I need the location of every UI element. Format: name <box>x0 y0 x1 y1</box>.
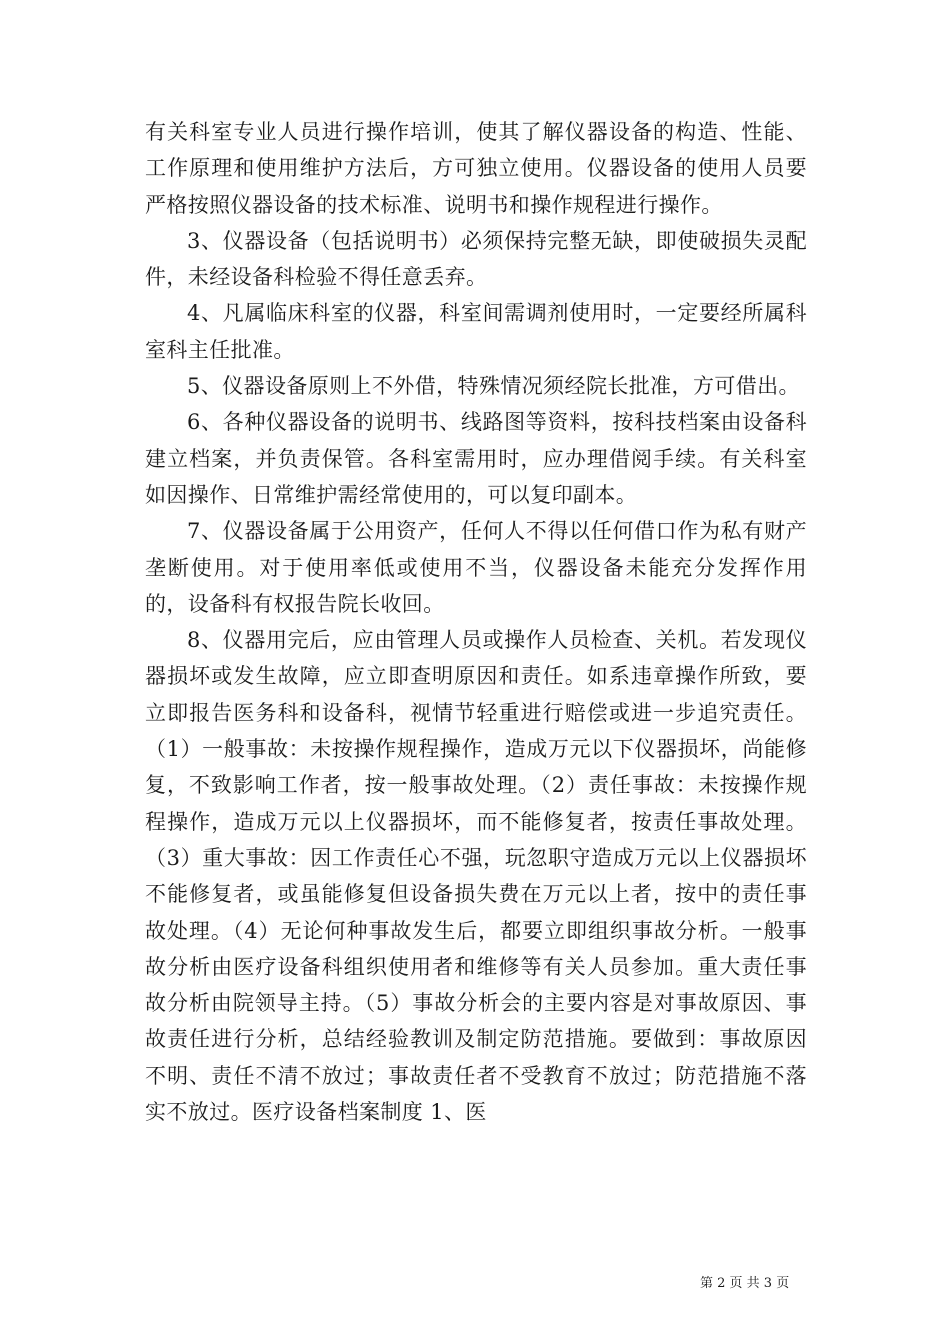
paragraph-intro: 有关科室专业人员进行操作培训，使其了解仪器设备的构造、性能、工作原理和使用维护方法后，方可独立使用。仪器设备的使用人员要严格按照仪器设备的技术标准、说明书和操作规程进行操作。 <box>145 120 807 217</box>
paragraph-item-3: 3、仪器设备（包括说明书）必须保持完整无缺，即使破损失灵配件，未经设备科检验不得任意丢弃。 <box>145 228 807 290</box>
paragraph-item-4: 4、凡属临床科室的仪器，科室间需调剂使用时，一定要经所属科室科主任批准。 <box>145 301 807 362</box>
paragraph-item-8: 8、仪器用完后，应由管理人员或操作人员检查、关机。若发现仪器损坏或发生故障，应立即查明原因和责任。如系违章操作所致，要立即报告医务科和设备科，视情节轻重进行赔偿或进一步追究责任。（1）一般事故：未按操作规程操作，造成万元以下仪器损坏，尚能修复，不致影响工作者，按一般事故处理。（2）责任事故：未按操作规程操作，造成万元以上仪器损坏，而不能修复者，按责任事故处理。（3）重大事故：因工作责任心不强，玩忽职守造成万元以上仪器损坏不能修复者，或虽能修复但设备损失费在万元以上者，按中的责任事故处理。（4）无论何种事故发生后，都要立即组织事故分析。一般事故分析由医疗设备科组织使用者和维修等有关人员参加。重大责任事故分析由院领导主持。（5）事故分析会的主要内容是对事故原因、事故责任进行分析，总结经验教训及制定防范措施。要做到：事故原因不明、责任不清不放过；事故责任者不受教育不放过；防范措施不落实不放过。医疗设备档案制度 1、医 <box>145 628 807 1125</box>
paragraph-item-7: 7、仪器设备属于公用资产，任何人不得以任何借口作为私有财产垄断使用。对于使用率低或使用不当，仪器设备未能充分发挥作用的，设备科有权报告院长收回。 <box>145 519 807 616</box>
page-number-footer: 第 2 页 共 3 页 <box>700 1276 790 1291</box>
paragraph-item-6: 6、各种仪器设备的说明书、线路图等资料，按科技档案由设备科建立档案，并负责保管。各科室需用时，应办理借阅手续。有关科室如因操作、日常维护需经常使用的，可以复印副本。 <box>145 410 807 507</box>
body-text <box>145 114 807 1130</box>
paragraph-item-5: 5、仪器设备原则上不外借，特殊情况须经院长批准，方可借出。 <box>187 374 800 399</box>
